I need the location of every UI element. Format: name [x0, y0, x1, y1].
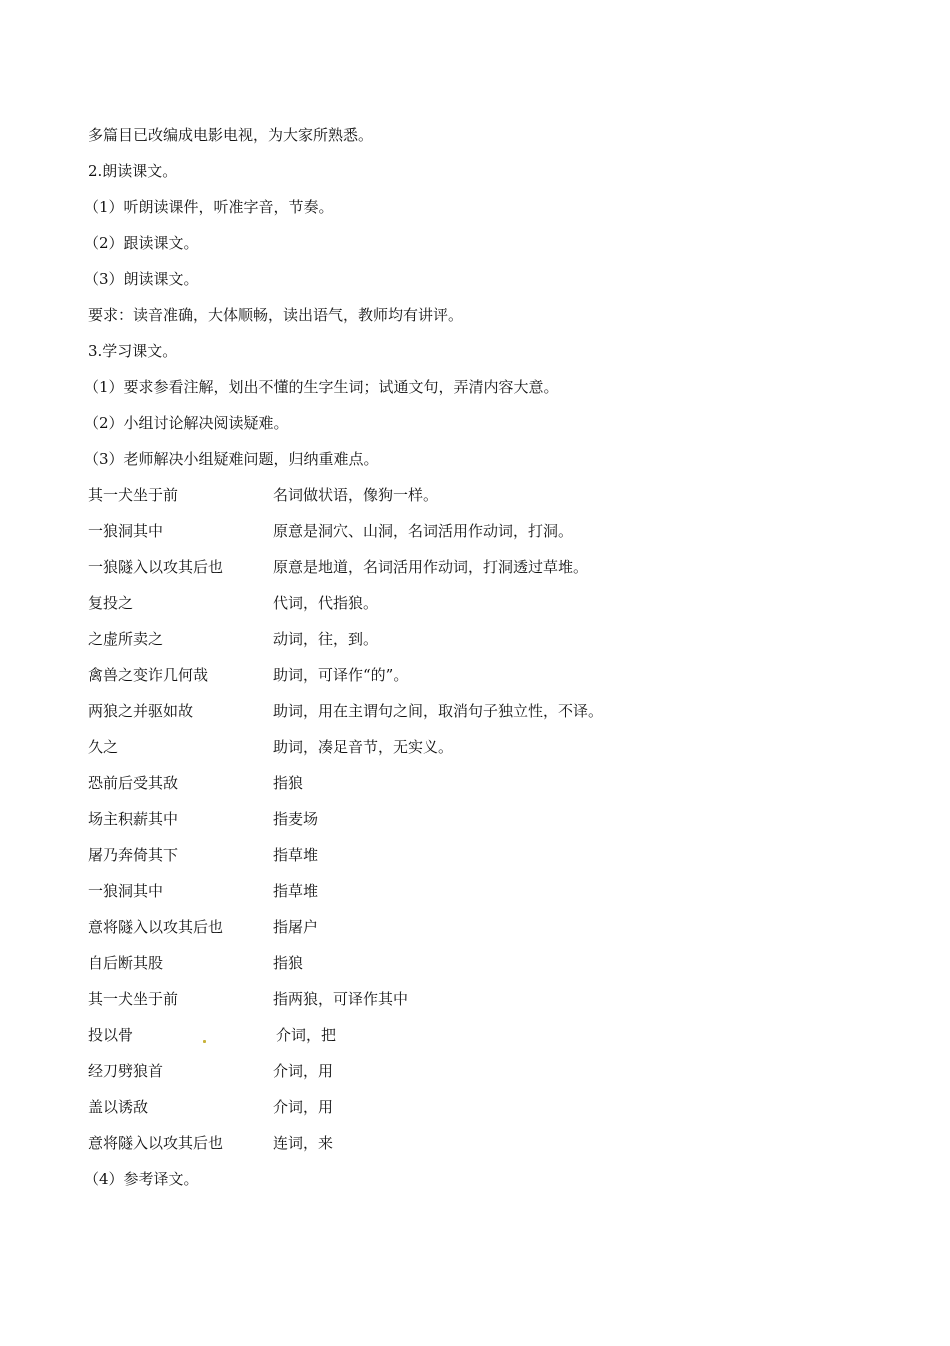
glossary-row	[88, 988, 868, 1010]
glossary-term: 之虚所卖之	[88, 630, 164, 648]
glossary-gloss: 指狼	[273, 774, 304, 792]
glossary-gloss: 介词，用	[273, 1062, 334, 1080]
glossary-gloss: 指屠户	[273, 918, 319, 936]
glossary-term: 意将隧入以攻其后也	[88, 918, 224, 936]
glossary-row	[88, 484, 868, 506]
glossary-row	[88, 880, 868, 902]
glossary-row	[88, 736, 868, 758]
glossary-row	[88, 592, 868, 614]
glossary-gloss: 名词做状语，像狗一样。	[273, 486, 439, 504]
section-2-requirement: 要求：读音准确，大体顺畅，读出语气，教师均有讲评。	[88, 306, 464, 324]
glossary-row	[88, 700, 868, 722]
glossary-row	[88, 844, 868, 866]
glossary-term: 恐前后受其敌	[88, 774, 179, 792]
glossary-term: 复投之	[88, 594, 134, 612]
glossary-term: 两狼之并驱如故	[88, 702, 194, 720]
glossary-term: 投以骨	[88, 1026, 134, 1044]
glossary-term: 其一犬坐于前	[88, 990, 179, 1008]
glossary-row	[88, 1132, 868, 1154]
glossary-row	[88, 628, 868, 650]
stray-dot-mark	[203, 1040, 206, 1043]
glossary-term: 一狼洞其中	[88, 522, 164, 540]
glossary-row	[88, 520, 868, 542]
glossary-gloss: 介词，用	[273, 1098, 334, 1116]
intro-continuation: 多篇目已改编成电影电视，为大家所熟悉。	[88, 126, 374, 144]
glossary-gloss: 连词，来	[273, 1134, 334, 1152]
glossary-term: 久之	[88, 738, 119, 756]
glossary-gloss: 指两狼，可译作其中	[273, 990, 409, 1008]
glossary-term: 一狼隧入以攻其后也	[88, 558, 224, 576]
glossary-row	[88, 916, 868, 938]
section-2-item-1: （1）听朗读课件，听准字音，节奏。	[84, 198, 334, 216]
glossary-row	[88, 808, 868, 830]
glossary-term: 意将隧入以攻其后也	[88, 1134, 224, 1152]
glossary-gloss: 助词，用在主谓句之间，取消句子独立性，不译。	[273, 702, 604, 720]
glossary-row	[88, 1096, 868, 1118]
section-3-item-4: （4）参考译文。	[84, 1170, 199, 1188]
glossary-term: 一狼洞其中	[88, 882, 164, 900]
glossary-row	[88, 952, 868, 974]
glossary-gloss: 原意是地道，名词活用作动词，打洞透过草堆。	[273, 558, 589, 576]
section-3-item-3: （3）老师解决小组疑难问题，归纳重难点。	[84, 450, 379, 468]
glossary-gloss: 指麦场	[273, 810, 319, 828]
glossary-row	[88, 772, 868, 794]
glossary-row	[88, 664, 868, 686]
section-3-item-2: （2）小组讨论解决阅读疑难。	[84, 414, 289, 432]
glossary-term: 经刀劈狼首	[88, 1062, 164, 1080]
glossary-term: 禽兽之变诈几何哉	[88, 666, 209, 684]
glossary-gloss: 介词，把	[276, 1026, 337, 1044]
glossary-term: 盖以诱敌	[88, 1098, 149, 1116]
glossary-gloss: 助词，可译作“的”。	[273, 666, 409, 684]
glossary-gloss: 指草堆	[273, 882, 319, 900]
glossary-row	[88, 556, 868, 578]
section-3-heading: 3.学习课文。	[88, 342, 178, 360]
glossary-gloss: 原意是洞穴、山洞，名词活用作动词，打洞。	[273, 522, 574, 540]
glossary-row	[88, 1060, 868, 1082]
glossary-term: 自后断其股	[88, 954, 164, 972]
section-3-item-1: （1）要求参看注解，划出不懂的生字生词；试通文句，弄清内容大意。	[84, 378, 559, 396]
glossary-gloss: 指狼	[273, 954, 304, 972]
section-2-item-2: （2）跟读课文。	[84, 234, 199, 252]
glossary-gloss: 助词，凑足音节，无实义。	[273, 738, 454, 756]
section-2-heading: 2.朗读课文。	[88, 162, 178, 180]
glossary-gloss: 代词，代指狼。	[273, 594, 379, 612]
glossary-term: 其一犬坐于前	[88, 486, 179, 504]
glossary-gloss: 动词，往，到。	[273, 630, 379, 648]
glossary-gloss: 指草堆	[273, 846, 319, 864]
section-2-item-3: （3）朗读课文。	[84, 270, 199, 288]
glossary-term: 屠乃奔倚其下	[88, 846, 179, 864]
glossary-term: 场主积薪其中	[88, 810, 179, 828]
